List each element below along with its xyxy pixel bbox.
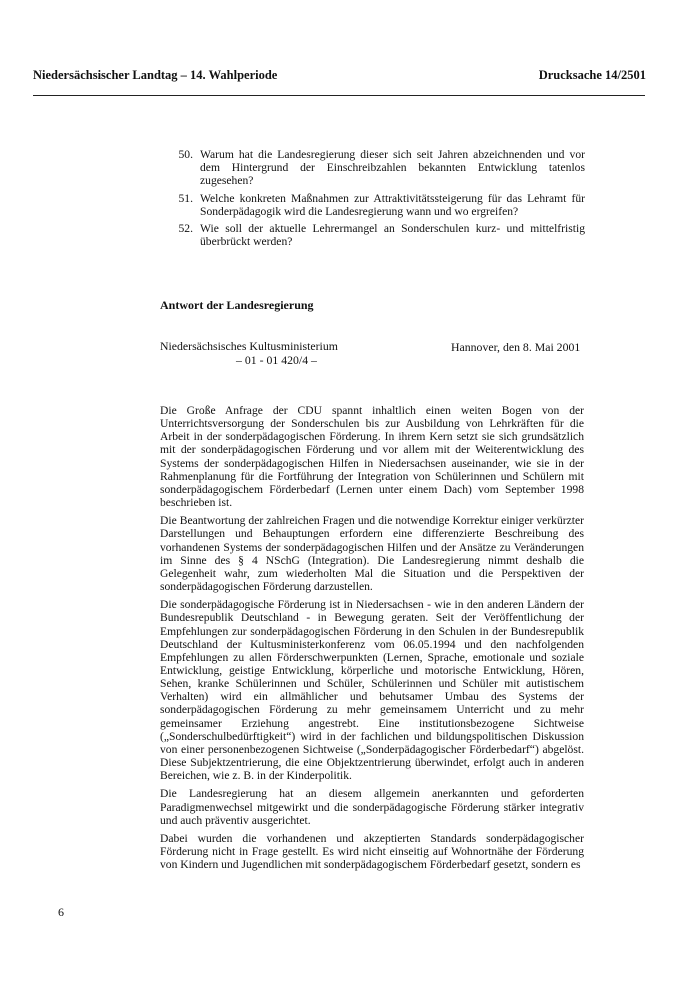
question-number: 50. [178, 148, 193, 161]
question-text: Welche konkreten Maßnahmen zur Attraktivitätssteigerung für das Lehramt für Sonderpädagogik wird die Landesregierung wann und wo ergreifen? [200, 191, 585, 218]
question-list [160, 148, 585, 252]
question-item [160, 148, 585, 188]
question-number: 51. [178, 191, 193, 205]
question-item [160, 192, 585, 218]
answer-date: Hannover, den 8. Mai 2001 [451, 340, 581, 354]
page-number: 6 [58, 905, 64, 919]
question-text: Warum hat die Landesregierung dieser sich seit Jahren abzeichnenden und vor dem Hintergrund der Einschreibzahlen bekannten Entwicklung tatenlos zugesehen? [200, 148, 585, 188]
body-paragraph: Die Landesregierung hat an diesem allgemein anerkannten und geforderten Paradigmenwechsel mitgewirkt und die sonderpädagogische Förderung stärker integrativ und auch präventiv ausgerichtet. [160, 787, 584, 827]
header-document-number: Drucksache 14/2501 [538, 68, 646, 82]
body-paragraph: Die Beantwortung der zahlreichen Fragen und die notwendige Korrektur einiger verkürzter Darstellungen und Behauptungen erfordern eine differenzierte Beschreibung des vorhandenen Systems der sonderpädagogischen Hilfen und der Ansätze zu Veränderungen im Sinne des § 4 NSchG (Integration). Die Landesregierung nimmt deshalb die Gelegenheit wahr, zum wiederholten Mal die Situation und die Perspektiven der sonderpädagogischen Förderung darzustellen. [160, 514, 584, 594]
body-paragraph: Dabei wurden die vorhandenen und akzeptierten Standards sonderpädagogischer Förderung nicht in Frage gestellt. Es wird nicht einseitig auf Wohnortnähe der Förderung von Kindern und Jugendlichen mit sonderpädagogischem Förderbedarf gesetzt, sondern es [160, 831, 584, 872]
answer-body [160, 404, 584, 876]
ministry-reference: – 01 - 01 420/4 – [236, 352, 317, 367]
ministry-block [160, 340, 338, 367]
question-text: Wie soll der aktuelle Lehrermangel an Sonderschulen kurz- und mittelfristig überbrückt werden? [200, 222, 585, 249]
header-rule [33, 95, 645, 96]
body-paragraph: Die sonderpädagogische Förderung ist in Niedersachsen - wie in den anderen Ländern der Bundesrepublik Deutschland - in Bewegung geraten. Seit der Veröffentlichung der Empfehlungen zur sonderpädagogischen Förderung in den Schulen in der Bundesrepublik Deutschland der Kultusministerkonferenz vom 06.05.1994 und den nachfolgenden Empfehlungen zu allen Förderschwerpunkten (Lernen, Sprache, emotionale und soziale Entwicklung, geistige Entwicklung, körperliche und motorische Entwicklung, Hören, Sehen, kranke Schülerinnen und Schüler, Schülerinnen und Schüler mit autistischem Verhalten) wird ein allmählicher und behutsamer Umbau des Systems der sonderpädagogischen Förderung zu mehr gemeinsamem Unterricht und zu mehr gemeinsamer Erziehung angestrebt. Eine institutionsbezogene Sichtweise („Sonderschulbedürftigkeit“) wird in der fachlichen und bildungspolitischen Diskussion von einer personenbezogenen Sichtweise („Sonderpädagogischer Förderbedarf“) abgelöst. Diese Subjektzentrierung, die eine Objektzentrierung überwindet, erfolgt auch in anderen Bereichen, wie z. B. in der Kinderpolitik. [160, 598, 584, 783]
header-title: Niedersächsischer Landtag – 14. Wahlperiode [33, 68, 278, 82]
ministry-name: Niedersächsisches Kultusministerium [160, 339, 338, 353]
answer-heading: Antwort der Landesregierung [160, 298, 314, 312]
question-number: 52. [178, 222, 193, 236]
question-item [160, 222, 585, 248]
body-paragraph: Die Große Anfrage der CDU spannt inhaltlich einen weiten Bogen von der Unterrichtsversorgung der Sonderschulen bis zur Ausbildung von Lehrkräften für die Arbeit in der sonderpädagogischen Förderung. In ihrem Kern setzt sie sich grundsätzlich mit der sonderpädagogischen Förderung und vor allem mit der Weiterentwicklung des Systems der sonderpädagogischen Hilfen in Niedersachsen auseinander, wie sie in der Rahmenplanung für die Fortführung der Integration von Schülerinnen und Schülern mit sonderpädagogischem Förderbedarf (Lernen unter einem Dach) vom September 1998 beschrieben ist. [160, 404, 584, 510]
